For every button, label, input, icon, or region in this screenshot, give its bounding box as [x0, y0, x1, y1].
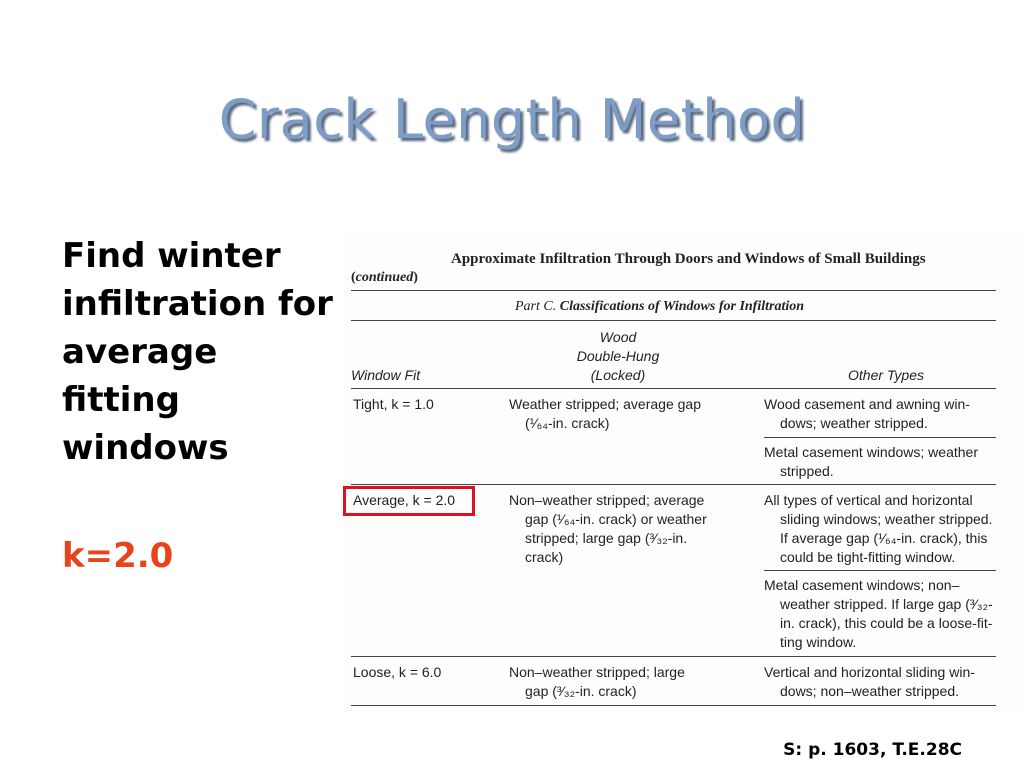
fit-tight: Tight, k = 1.0 — [353, 396, 434, 412]
header-window-fit: Window Fit — [351, 367, 421, 383]
question-line: infiltration for — [62, 284, 333, 324]
rule-top — [351, 290, 996, 291]
table-title: Approximate Infiltration Through Doors and Windows of Small Buildings — [451, 251, 926, 267]
question-line: Find winter — [62, 236, 281, 276]
rule-average-sub — [764, 570, 996, 571]
rule-part — [351, 320, 996, 321]
slide-title: Crack Length Method — [218, 88, 806, 151]
rule-bottom — [351, 705, 996, 706]
other-tight-b: Metal casement windows; weather stripped. — [764, 444, 978, 479]
rule-tight-sub — [764, 437, 996, 438]
rule-header — [351, 388, 996, 389]
table-scan — [343, 232, 1024, 712]
header-other: Other Types — [848, 367, 924, 383]
question-text — [62, 232, 362, 472]
part-heading: Part C. Classifications of Windows for Infiltration — [515, 299, 805, 314]
wood-tight: Weather stripped; average gap (¹⁄₆₄-in. crack) — [509, 396, 701, 431]
question-line: average — [62, 332, 218, 372]
rule-tight — [351, 484, 996, 485]
wood-loose: Non–weather stripped; large gap (³⁄₃₂-in. crack) — [509, 664, 685, 699]
source-citation: S: p. 1603, T.E.28C — [783, 740, 962, 760]
fit-loose: Loose, k = 6.0 — [353, 664, 442, 680]
other-average-b: Metal casement windows; non– weather stripped. If large gap (³⁄₃₂- in. crack), this could be a loose-fit- ting window. — [764, 577, 993, 650]
wood-average: Non–weather stripped; average gap (¹⁄₆₄-in. crack) or weather stripped; large gap (³⁄₃₂-in. crack) — [509, 492, 707, 565]
other-tight-a: Wood casement and awning win- dows; weather stripped. — [764, 396, 970, 431]
fit-average: Average, k = 2.0 — [353, 492, 456, 508]
continued-label: (continued) — [351, 270, 418, 285]
question-line: windows — [62, 428, 229, 468]
other-loose: Vertical and horizontal sliding win- dows; non–weather stripped. — [764, 664, 975, 699]
header-wood: Wood Double-Hung (Locked) — [576, 329, 660, 383]
other-average-a: All types of vertical and horizontal sliding windows; weather stripped. If average gap (¹⁄₆₄-in. crack), this could be tight-fitting window. — [764, 492, 993, 565]
answer-k-value: k=2.0 — [62, 536, 174, 576]
question-line: fitting — [62, 380, 180, 420]
rule-average — [351, 656, 996, 657]
